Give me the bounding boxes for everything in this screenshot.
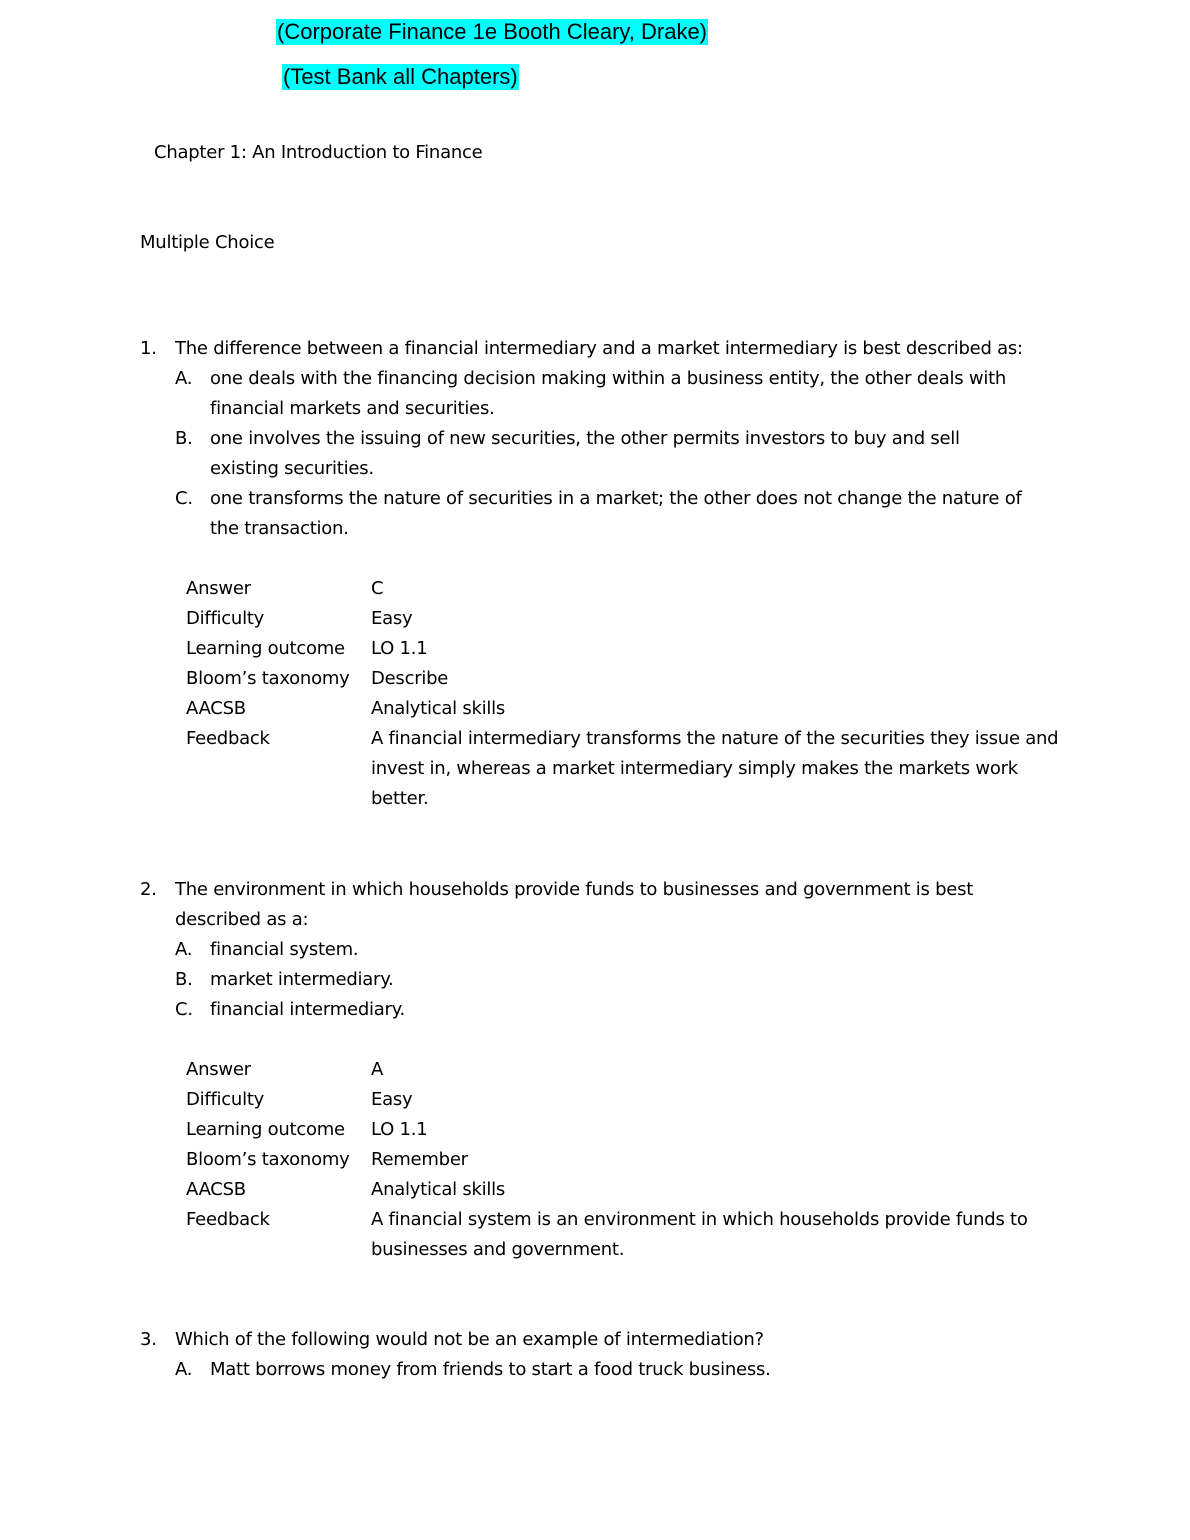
- meta-label: Bloom’s taxonomy: [186, 1149, 350, 1170]
- option-text: Matt borrows money from friends to start a food truck business.: [210, 1359, 771, 1380]
- meta-label: Feedback: [186, 1209, 270, 1230]
- option-a: [175, 364, 1025, 424]
- meta-row-feedback: [186, 724, 1066, 814]
- document-title-line-2: (Test Bank all Chapters): [283, 64, 518, 89]
- meta-value: A: [371, 1059, 384, 1080]
- meta-row-feedback: [186, 1205, 1066, 1265]
- option-a: [175, 935, 1060, 965]
- meta-value: LO 1.1: [371, 1119, 428, 1140]
- meta-label: Difficulty: [186, 608, 265, 629]
- option-letter: C.: [175, 488, 193, 509]
- meta-row-difficulty: [186, 1085, 1066, 1115]
- question-1-metadata: [186, 574, 1066, 814]
- meta-row-blooms-taxonomy: [186, 1145, 1066, 1175]
- option-text: one deals with the financing decision making within a business entity, the other deals with financial markets and securities.: [210, 368, 1007, 419]
- option-text: market intermediary.: [210, 969, 394, 990]
- meta-value: Analytical skills: [371, 698, 506, 719]
- option-a: [175, 1355, 1060, 1385]
- option-letter: B.: [175, 428, 193, 449]
- meta-value: Easy: [371, 1089, 413, 1110]
- chapter-title: Chapter 1: An Introduction to Finance: [154, 142, 483, 163]
- question-text: Which of the following would not be an example of intermediation?: [175, 1329, 764, 1350]
- meta-row-aacsb: [186, 694, 1066, 724]
- meta-label: Difficulty: [186, 1089, 265, 1110]
- question-text: The difference between a financial intermediary and a market intermediary is best described as:: [175, 338, 1023, 359]
- meta-row-answer: [186, 1055, 1066, 1085]
- meta-row-difficulty: [186, 604, 1066, 634]
- meta-value: Analytical skills: [371, 1179, 506, 1200]
- option-letter: B.: [175, 969, 193, 990]
- meta-label: Answer: [186, 1059, 251, 1080]
- question-2-metadata: [186, 1055, 1066, 1265]
- option-b: [175, 965, 1060, 995]
- option-letter: A.: [175, 939, 193, 960]
- question-text: The environment in which households provide funds to businesses and government is best described as a:: [175, 879, 974, 930]
- meta-row-aacsb: [186, 1175, 1066, 1205]
- option-letter: A.: [175, 1359, 193, 1380]
- meta-value: Remember: [371, 1149, 468, 1170]
- option-text: financial intermediary.: [210, 999, 405, 1020]
- question-number: 2.: [140, 879, 157, 900]
- meta-value: Describe: [371, 668, 449, 689]
- meta-value: C: [371, 578, 384, 599]
- question-1: [140, 334, 1060, 544]
- question-3: [140, 1325, 1060, 1385]
- meta-row-learning-outcome: [186, 634, 1066, 664]
- question-number: 3.: [140, 1329, 157, 1350]
- meta-label: Answer: [186, 578, 251, 599]
- option-text: one involves the issuing of new securities, the other permits investors to buy and sell existing securities.: [210, 428, 960, 479]
- meta-label: AACSB: [186, 698, 246, 719]
- meta-label: Learning outcome: [186, 638, 345, 659]
- option-letter: C.: [175, 999, 193, 1020]
- meta-row-learning-outcome: [186, 1115, 1066, 1145]
- meta-label: Feedback: [186, 728, 270, 749]
- option-c: [175, 484, 1025, 544]
- meta-label: AACSB: [186, 1179, 246, 1200]
- meta-value: A financial intermediary transforms the nature of the securities they issue and invest in, whereas a market intermediary simply makes the markets work better.: [371, 728, 1059, 809]
- meta-row-answer: [186, 574, 1066, 604]
- question-number: 1.: [140, 338, 157, 359]
- option-c: [175, 995, 1060, 1025]
- option-letter: A.: [175, 368, 193, 389]
- meta-label: Learning outcome: [186, 1119, 345, 1140]
- meta-value: LO 1.1: [371, 638, 428, 659]
- option-text: one transforms the nature of securities in a market; the other does not change the nature of the transaction.: [210, 488, 1022, 539]
- section-title: Multiple Choice: [140, 232, 275, 253]
- document-title-line-1: (Corporate Finance 1e Booth Cleary, Drake): [277, 19, 708, 44]
- meta-row-blooms-taxonomy: [186, 664, 1066, 694]
- meta-label: Bloom’s taxonomy: [186, 668, 350, 689]
- meta-value: A financial system is an environment in which households provide funds to businesses and government.: [371, 1209, 1028, 1260]
- meta-value: Easy: [371, 608, 413, 629]
- option-text: financial system.: [210, 939, 359, 960]
- option-b: [175, 424, 1025, 484]
- question-2: [140, 875, 1060, 1025]
